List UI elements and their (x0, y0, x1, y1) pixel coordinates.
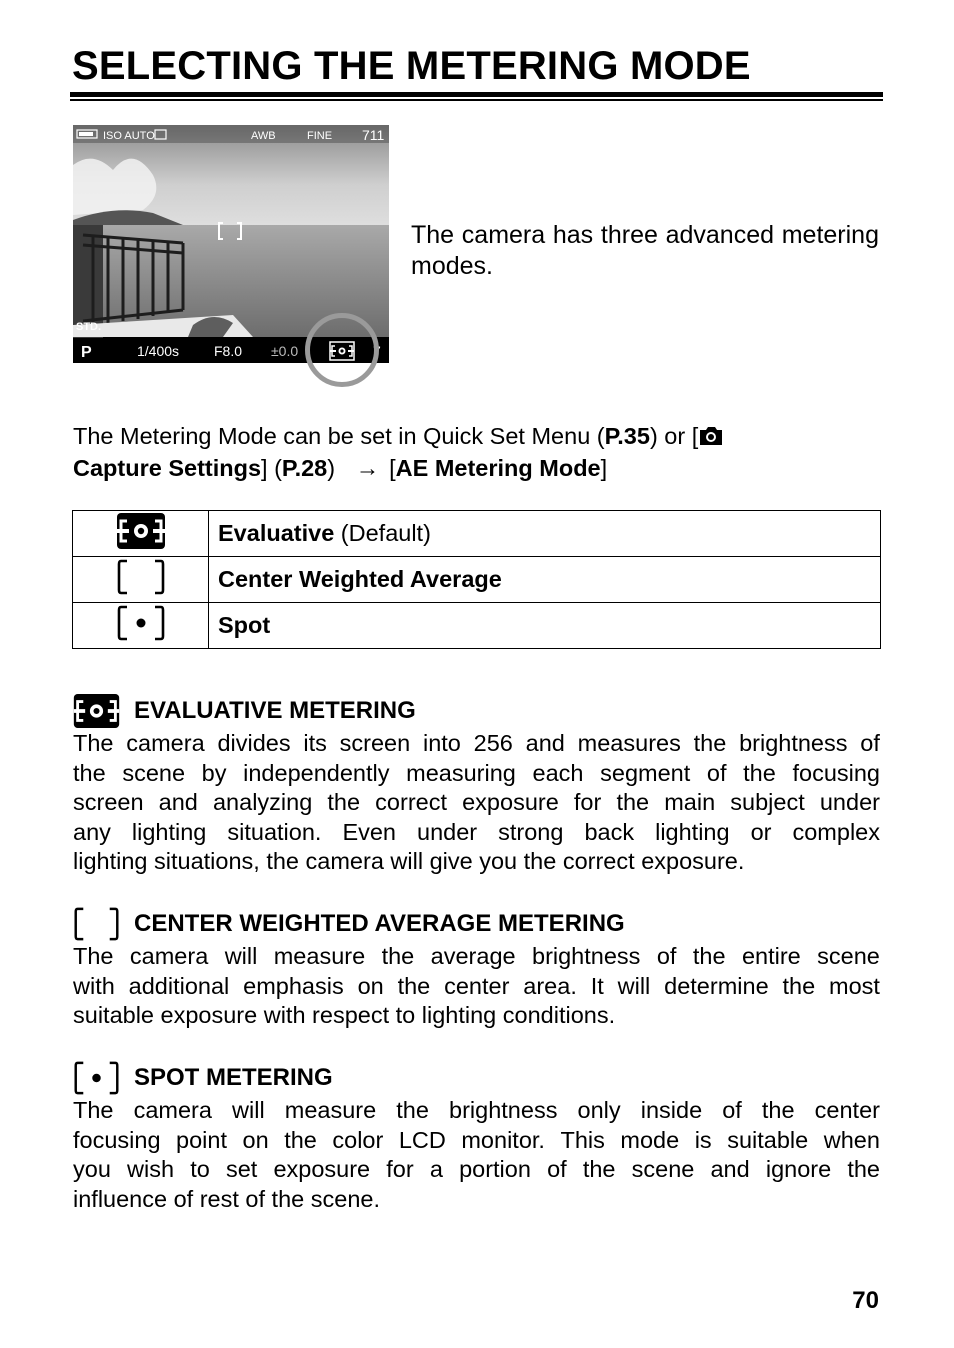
word: of (547, 1156, 567, 1182)
mode-note-default: (Default) (340, 520, 431, 546)
table-row (73, 603, 881, 649)
word: focusing (792, 759, 880, 786)
word: brightness (449, 1097, 558, 1123)
word: a (429, 1156, 443, 1182)
word: point (176, 1126, 228, 1153)
highlight-ring (305, 313, 379, 387)
evaluative-metering-icon (117, 513, 165, 549)
word: additional (128, 972, 230, 999)
word: LCD (398, 1126, 446, 1153)
word: of (722, 1097, 742, 1123)
word: determine (664, 972, 769, 999)
word: entire (741, 943, 801, 969)
word: by (201, 759, 227, 786)
section-heading-text: SPOT METERING (134, 1064, 333, 1091)
word: its (303, 730, 327, 756)
word: back (584, 818, 635, 845)
word: to (190, 1156, 210, 1182)
word: focusing (73, 1126, 161, 1153)
word: emphasis (243, 972, 344, 999)
paragraph-line: influence of rest of the scene. (73, 1185, 380, 1212)
word: you (73, 1156, 111, 1182)
word: lighting (655, 818, 730, 845)
center-weighted-description (73, 942, 880, 1031)
word: for (386, 1156, 414, 1182)
title-underline-thin (70, 99, 883, 101)
word: area. (523, 972, 577, 999)
mode-name-spot: Spot (218, 612, 271, 638)
word: 256 (473, 730, 513, 756)
word: into (422, 730, 461, 756)
lcd-iso: ISO AUTO (103, 130, 155, 142)
word: the (582, 1156, 616, 1182)
word: independently (243, 759, 390, 786)
metering-setting-line-1 (73, 420, 880, 452)
word: the (693, 730, 727, 756)
setting-line-1-words: The Metering Mode can be set in Quick Set Menu (P.35) or [ (73, 420, 724, 452)
word: when (823, 1126, 880, 1153)
word: divides (217, 730, 291, 756)
word: analyzing (212, 789, 313, 815)
word: under (819, 789, 880, 815)
word: any (73, 818, 111, 845)
word: with (73, 972, 115, 999)
table-row (73, 511, 881, 557)
word: complex (792, 818, 880, 845)
word: the (73, 759, 106, 786)
center-weighted-heading (73, 906, 625, 942)
word: camera (133, 1097, 212, 1123)
word: main (664, 789, 716, 815)
word: set (225, 1156, 258, 1182)
word: Even (342, 818, 397, 845)
word: subject (730, 789, 805, 815)
lcd-exposure: ±0.0 (271, 343, 299, 359)
word: It (590, 972, 604, 999)
word: segment (600, 759, 691, 786)
lcd-wb: AWB (251, 130, 276, 142)
section-heading-text: CENTER WEIGHTED AVERAGE METERING (134, 910, 625, 937)
word: the (616, 789, 650, 815)
word: for (573, 789, 602, 815)
page-number: 70 (852, 1287, 879, 1314)
spot-heading (73, 1060, 333, 1096)
word: lighting (131, 818, 207, 845)
word: and (710, 1156, 750, 1182)
word: suitable (727, 1126, 809, 1153)
word: portion (459, 1156, 531, 1182)
word: exposure (273, 1156, 371, 1182)
lcd-quality: FINE (307, 130, 333, 142)
intro-text: The camera has three advanced metering modes. (411, 221, 879, 280)
spot-metering-icon (73, 1061, 120, 1095)
word: the (396, 1097, 429, 1123)
word: correct (375, 789, 447, 815)
word: strong (498, 818, 564, 845)
word: is (694, 1126, 712, 1153)
word: brightness (739, 730, 848, 756)
page-title: SELECTING THE METERING MODE (72, 44, 751, 88)
word: will (617, 972, 651, 999)
word: the (847, 1156, 880, 1182)
word: and (158, 789, 198, 815)
lcd-aperture: F8.0 (214, 343, 243, 359)
word: of (860, 730, 880, 756)
arrow-icon: → (355, 455, 380, 481)
word: exposure (462, 789, 559, 815)
word: brightness (532, 943, 641, 969)
word: measuring (406, 759, 516, 786)
capture-settings-reference: P.28 (281, 455, 328, 481)
word: The (73, 730, 114, 756)
paragraph-line: suitable exposure with respect to lighting conditions. (73, 1002, 616, 1028)
word: measures (577, 730, 681, 756)
table-row (73, 557, 881, 603)
word: the (327, 789, 361, 815)
word: color (332, 1126, 384, 1153)
word: most (829, 972, 880, 999)
metering-setting-line-2: Capture Settings] (P.28) → [AE Metering Mode] (73, 455, 608, 481)
word: center (444, 972, 510, 999)
word: measure (284, 1097, 377, 1123)
word: the (743, 759, 776, 786)
word: and (525, 730, 565, 756)
lcd-shots: 711 (362, 127, 385, 143)
word: of (706, 759, 727, 786)
word: This (560, 1126, 605, 1153)
metering-modes-table (72, 510, 881, 649)
capture-settings-menu: Capture Settings (73, 455, 262, 481)
quick-set-reference: P.35 (604, 423, 650, 449)
word: will (232, 1097, 265, 1123)
word: scene (631, 1156, 695, 1182)
word: the (782, 972, 816, 999)
word: the (761, 1097, 795, 1123)
word: center (814, 1097, 880, 1123)
center-weighted-metering-icon (117, 559, 165, 595)
evaluative-metering-icon (73, 694, 120, 728)
word: monitor. (461, 1126, 545, 1153)
title-underline-thick (70, 92, 883, 97)
word: the (381, 943, 415, 969)
word: measure (273, 943, 366, 969)
section-heading-text: EVALUATIVE METERING (134, 697, 416, 724)
word: will (224, 943, 258, 969)
word: only (577, 1097, 621, 1123)
camera-icon (698, 425, 724, 447)
spot-metering-icon (117, 605, 165, 641)
lcd-mode: P (81, 344, 92, 361)
word: under (417, 818, 478, 845)
mode-name-center-weighted: Center Weighted Average (218, 566, 502, 592)
word: or (750, 818, 772, 845)
word: the (692, 943, 726, 969)
word: ignore (765, 1156, 832, 1182)
word: screen (339, 730, 411, 756)
word: inside (640, 1097, 703, 1123)
word: of (656, 943, 677, 969)
word: scene (122, 759, 186, 786)
evaluative-heading (73, 693, 416, 729)
word: wish (127, 1156, 175, 1182)
spot-description (73, 1096, 880, 1214)
word: mode (620, 1126, 680, 1153)
ae-metering-mode-setting: AE Metering Mode (395, 455, 601, 481)
word: on (357, 972, 384, 999)
paragraph-line: lighting situations, the camera will give you the correct exposure. (73, 848, 745, 874)
word: each (532, 759, 584, 786)
word: average (430, 943, 516, 969)
center-weighted-metering-icon (73, 907, 120, 941)
mode-name-evaluative: Evaluative (218, 520, 335, 546)
word: The (73, 1097, 114, 1123)
word: situation. (227, 818, 322, 845)
word: The (73, 943, 114, 969)
word: camera (126, 730, 205, 756)
lcd-style: STD. (76, 321, 102, 333)
lcd-extra: 7 (373, 343, 381, 359)
lcd-shutter: 1/400s (137, 343, 180, 359)
word: on (242, 1126, 269, 1153)
word: camera (129, 943, 209, 969)
evaluative-description (73, 729, 880, 877)
word: the (284, 1126, 317, 1153)
metering-setting-text (73, 420, 880, 484)
word: scene (817, 943, 880, 969)
word: the (397, 972, 431, 999)
word: screen (73, 789, 144, 815)
